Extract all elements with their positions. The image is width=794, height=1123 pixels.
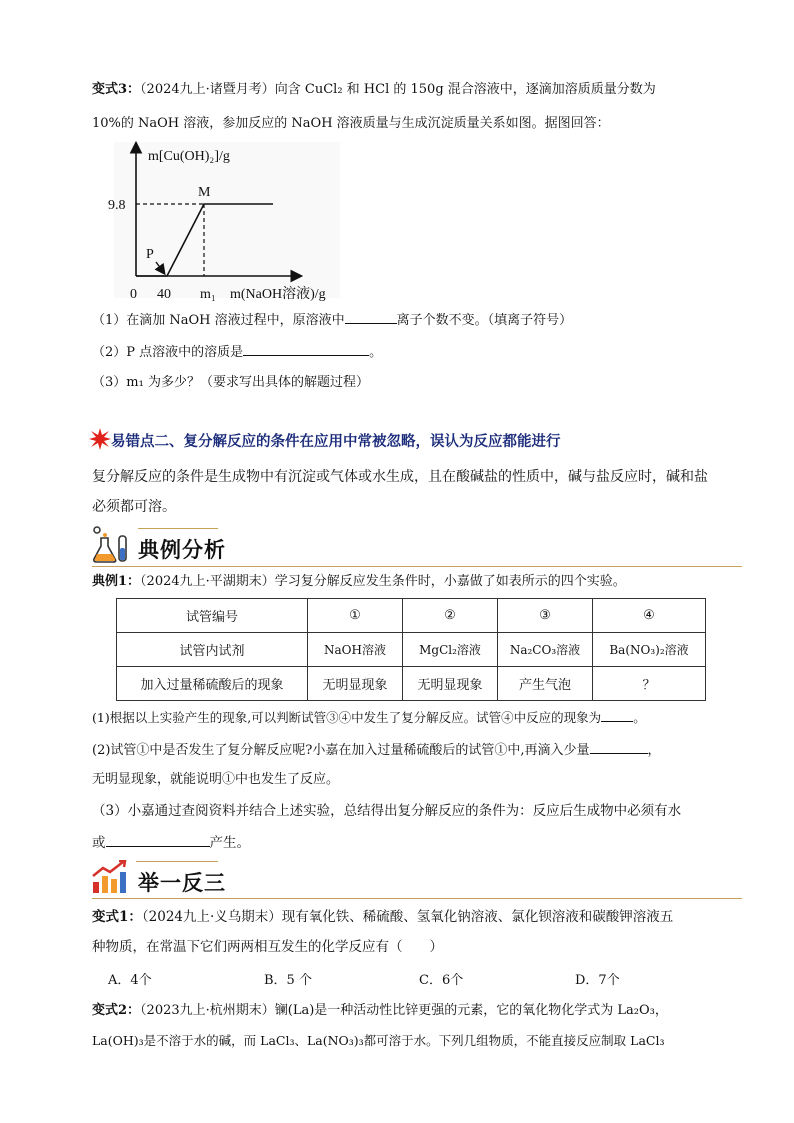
banner2-title: 举一反三 xyxy=(138,871,226,895)
error-point-body1: 复分解反应的条件是生成物中有沉淀或气体或水生成，且在酸碱盐的性质中，碱与盐反应时，碱和盐 xyxy=(92,469,708,485)
banner1-title: 典例分析 xyxy=(138,538,226,562)
answer-blank[interactable] xyxy=(243,342,369,356)
x-axis-label: m(NaOH溶液)/g xyxy=(230,287,326,302)
answer-blank[interactable] xyxy=(106,833,210,847)
variant1-line2: 种物质，在常温下它们两两相互发生的化学反应有（ ） xyxy=(92,939,443,955)
option-c[interactable]: C．6个 xyxy=(419,973,464,988)
table-cell: ② xyxy=(403,599,498,633)
experiment-table xyxy=(116,598,706,701)
variant1-label: 变式1： xyxy=(92,909,142,925)
variant3-line1: 变式3：（2024九上·诸暨月考）向含 CuCl₂ 和 HCl 的 150g 混合溶液中，逐滴加溶质质量分数为 xyxy=(92,82,656,97)
option-d[interactable]: D．7个 xyxy=(575,973,620,988)
banner1-rule xyxy=(92,566,742,567)
banner1-top-rule xyxy=(138,528,218,529)
flask-icon xyxy=(91,526,133,564)
variant3-q3: （3）m₁ 为多少？（要求写出具体的解题过程） xyxy=(92,375,369,390)
x-tick-label: 40 xyxy=(157,287,171,302)
table-cell: MgCl₂溶液 xyxy=(403,633,498,667)
answer-blank[interactable] xyxy=(601,708,633,722)
star-icon xyxy=(89,428,111,450)
point-label-m: M xyxy=(198,185,211,200)
option-a[interactable]: A．4个 xyxy=(108,973,152,988)
point-label-p: P xyxy=(146,247,154,262)
table-cell: 无明显现象 xyxy=(403,667,498,701)
variant2-line2: La(OH)₃是不溶于水的碱，而 LaCl₃、La(NO₃)₃都可溶于水。下列几组物质，不能直接反应制取 LaCl₃ xyxy=(92,1033,665,1048)
banner2-top-rule xyxy=(136,861,218,862)
variant3-label: 变式3： xyxy=(92,82,141,97)
variant3-q2: （2）P 点溶液中的溶质是 。 xyxy=(92,342,382,363)
table-cell: ？ xyxy=(593,667,706,701)
table-cell: 无明显现象 xyxy=(308,667,403,701)
growth-chart-icon xyxy=(91,860,131,894)
variant1-line1: 变式1：（2024九上·义乌期末）现有氧化铁、稀硫酸、氢氧化钠溶液、氯化钡溶液和碳酸钾溶液五 xyxy=(92,909,674,925)
table-cell: 试管编号 xyxy=(117,599,308,633)
example1-q2-line2: 无明显现象，就能说明①中也发生了反应。 xyxy=(92,772,340,787)
example1-q2: (2)试管①中是否发生了复分解反应呢?小嘉在加入过量稀硫酸后的试管①中,再滴入少量 ， xyxy=(92,740,661,761)
table-row xyxy=(117,599,706,633)
answer-blank[interactable] xyxy=(590,740,648,754)
x-tick-label: m₁ xyxy=(200,287,216,302)
banner2-rule xyxy=(92,898,742,899)
origin-label: 0 xyxy=(130,287,137,302)
table-cell: Na₂CO₃溶液 xyxy=(498,633,593,667)
example1-q3-line1: （3）小嘉通过查阅资料并结合上述实验，总结得出复分解反应的条件为：反应后生成物中必须有水 xyxy=(92,803,682,819)
table-row xyxy=(117,633,706,667)
answer-blank[interactable] xyxy=(345,310,397,324)
example1-q3-line2: 或 产生。 xyxy=(92,835,250,851)
option-b[interactable]: B．5 个 xyxy=(264,973,312,988)
error-point-body2: 必须都可溶。 xyxy=(92,499,176,515)
table-cell: ① xyxy=(308,599,403,633)
y-tick-label: 9.8 xyxy=(108,198,126,213)
variant2-line1: 变式2：（2023九上·杭州期末）镧(La)是一种活动性比锌更强的元素，它的氧化物化学式为 La₂O₃， xyxy=(92,1003,668,1018)
example1-q1: (1)根据以上实验产生的现象,可以判断试管③④中发生了复分解反应。试管④中反应的现象为 。 xyxy=(92,710,646,725)
y-axis-label: m[Cu(OH)₂]/g xyxy=(148,149,230,164)
table-cell: 加入过量稀硫酸后的现象 xyxy=(117,667,308,701)
table-cell: 产生气泡 xyxy=(498,667,593,701)
error-point-title: 易错点二、复分解反应的条件在应用中常被忽略，误认为反应都能进行 xyxy=(111,433,561,450)
chart-background xyxy=(114,142,340,298)
table-cell: 试管内试剂 xyxy=(117,633,308,667)
example1-intro: 典例1：（2024九上·平湖期末）学习复分解反应发生条件时，小嘉做了如表所示的四个实验。 xyxy=(92,574,626,589)
precipitate-chart xyxy=(100,140,360,305)
table-cell: Ba(NO₃)₂溶液 xyxy=(593,633,706,667)
example1-label: 典例1： xyxy=(92,574,141,589)
table-cell: NaOH溶液 xyxy=(308,633,403,667)
variant2-label: 变式2： xyxy=(92,1003,141,1018)
table-row xyxy=(117,667,706,701)
variant3-line2: 10%的 NaOH 溶液，参加反应的 NaOH 溶液质量与生成沉淀质量关系如图。据图回答： xyxy=(92,116,610,131)
table-cell: ③ xyxy=(498,599,593,633)
variant3-q1: （1）在滴加 NaOH 溶液过程中，原溶液中 离子个数不变。（填离子符号） xyxy=(92,310,572,331)
table-cell: ④ xyxy=(593,599,706,633)
